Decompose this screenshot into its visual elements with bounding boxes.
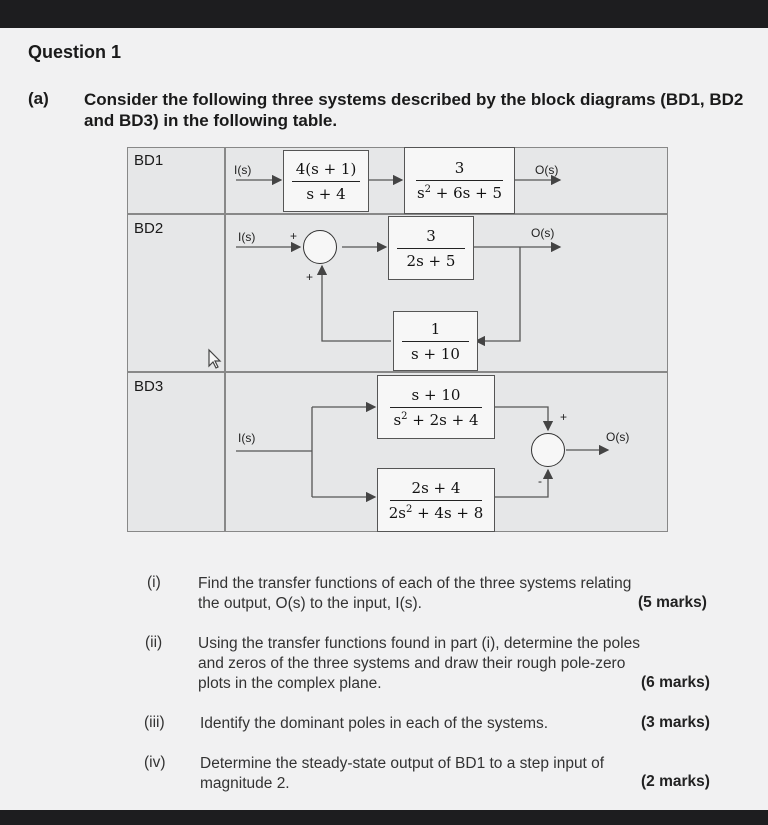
item-text: Determine the steady-state output of BD1 to a step input of magnitude 2.: [200, 755, 605, 792]
item-label: (iii): [144, 714, 165, 731]
bd3-upper-num: s + 10: [411, 385, 461, 404]
bd2-summing-junction: [303, 230, 337, 264]
item-marks: (5 marks): [638, 594, 707, 611]
row-label-bd1: BD1: [134, 152, 164, 169]
item-marks: (6 marks): [641, 674, 710, 691]
bd1-block-2-den: $s^2 + 6s + 5$: [416, 184, 503, 202]
bd1-input-label: I(s): [234, 163, 252, 177]
row-label-bd2: BD2: [134, 220, 164, 237]
bd1-block-1-den: s + 4: [306, 184, 346, 203]
bd1-block-1: [283, 150, 369, 212]
bd2-forward-block: [388, 216, 474, 280]
part-label: (a): [28, 89, 49, 108]
bd1-block-2-num: 3: [454, 159, 465, 177]
bd1-block-2: [404, 147, 515, 214]
fraction-bar: [402, 341, 468, 342]
item-label: (i): [147, 574, 161, 591]
item-marks: (2 marks): [641, 773, 710, 790]
bd3-output-label: O(s): [606, 430, 630, 444]
bd2-input-label: I(s): [238, 230, 256, 244]
bd2-feedback-den: s + 10: [411, 344, 460, 363]
bd2-sum-sign-bottom: +: [306, 270, 314, 284]
item-text: Using the transfer functions found in part (i), determine the poles and zeros of the three systems and draw their rough pole-zero plots in the complex plane.: [198, 635, 640, 692]
bd2-sum-sign-top: +: [290, 229, 298, 243]
bd3-sum-sign-bottom: -: [538, 474, 542, 488]
bd1-block-1-num: 4(s + 1): [295, 159, 357, 178]
bd2-forward-num: 3: [426, 226, 436, 245]
bd3-lower-den: $2s^2 + 4s + 8$: [388, 503, 484, 522]
fraction-bar: [397, 248, 464, 249]
bd3-summing-junction: [531, 433, 565, 467]
part-intro-text: Consider the following three systems described by the block diagrams (BD1, BD2 and BD3) in the following table.: [84, 90, 744, 130]
question-title: Question 1: [28, 42, 122, 62]
item-label: (ii): [145, 634, 163, 651]
bd2-output-label: O(s): [531, 226, 555, 240]
fraction-bar: [390, 407, 483, 408]
bd2-feedback-block: [393, 311, 478, 371]
fraction-bar: [390, 500, 483, 501]
row-label-bd3: BD3: [134, 378, 164, 395]
bd1-output-label: O(s): [535, 163, 559, 177]
bd3-upper-block: [377, 375, 495, 439]
bd2-forward-den: 2s + 5: [406, 251, 456, 270]
bd3-upper-den: $s^2 + 2s + 4$: [393, 410, 479, 429]
bd2-feedback-num: 1: [430, 319, 441, 338]
bd3-lower-num: 2s + 4: [411, 478, 461, 497]
item-label: (iv): [144, 754, 166, 771]
fraction-bar: [416, 180, 503, 181]
bd3-lower-block: [377, 468, 495, 532]
fraction-bar: [292, 181, 359, 182]
item-text: Identify the dominant poles in each of the systems.: [200, 715, 549, 732]
item-marks: (3 marks): [641, 714, 710, 731]
mouse-cursor-icon: [207, 348, 223, 370]
bd3-input-label: I(s): [238, 431, 256, 445]
item-text: Find the transfer functions of each of the three systems relating the output, O(s) to the input, I(s).: [198, 575, 632, 612]
bd3-sum-sign-top: +: [560, 410, 568, 424]
